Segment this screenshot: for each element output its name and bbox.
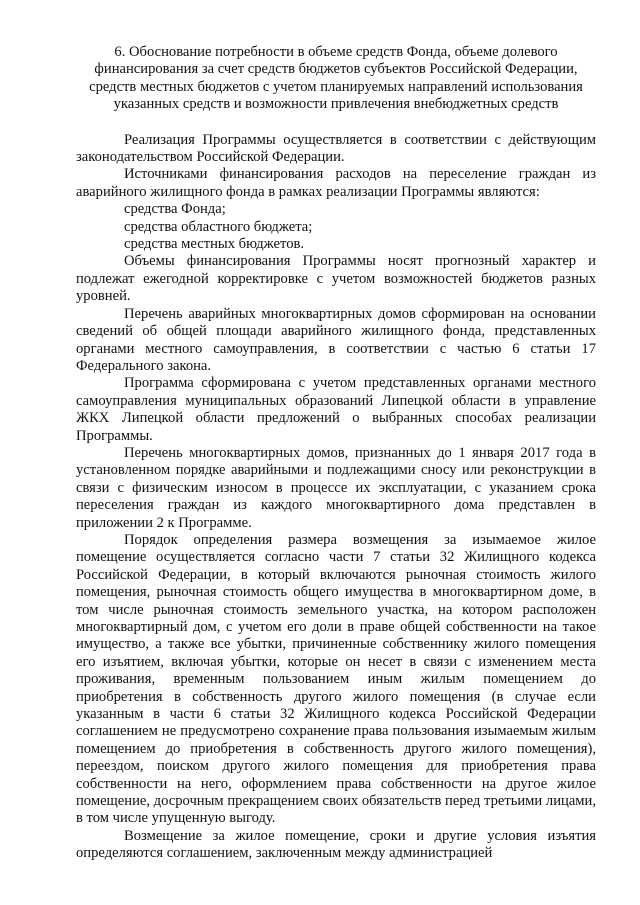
paragraph-funding-volumes: Объемы финансирования Программы носят прогнозный характер и подлежат ежегодной корректировке с учетом возможностей бюджетов разных уровней.: [76, 253, 596, 305]
list-item-fund: средства Фонда;: [124, 201, 226, 218]
list-item-local-budgets: средства местных бюджетов.: [124, 236, 305, 253]
paragraph-legislation: Реализация Программы осуществляется в соответствии с действующим законодательством Российской Федерации.: [76, 131, 596, 166]
paragraph-recognized-houses: Перечень многоквартирных домов, признанных до 1 января 2017 года в установленном порядке аварийными и подлежащими сносу или реконструкции в связи с физическим износом в процессе их эксплуатации, с указанием срока переселения граждан из каждого многоквартирного дома представлен в приложении 2 к Программе.: [76, 444, 596, 531]
list-item-regional-budget: средства областного бюджета;: [124, 218, 313, 235]
section-heading: 6. Обоснование потребности в объеме средств Фонда, объеме долевого финансирования за счет средств бюджетов субъектов Российской Федерации, средств местных бюджетов с учетом планируемых направлений использования указанных средств и возможности привлечения внебюджетных средств: [89, 44, 583, 113]
document-page: [76, 44, 596, 863]
paragraph-funding-sources: Источниками финансирования расходов на переселение граждан из аварийного жилищного фонда в рамках реализации Программы являются:: [76, 166, 596, 200]
paragraph-compensation-terms: Возмещение за жилое помещение, сроки и другие условия изъятия определяются соглашением, заключенным между администрацией: [76, 827, 596, 862]
paragraph-compensation-procedure: Порядок определения размера возмещения за изымаемое жилое помещение осуществляется согласно части 7 статьи 32 Жилищного кодекса Российской Федерации, в который включаются рыночная стоимость жилого помещения, рыночная стоимость общего имущества в многоквартирном доме, в том числе рыночная стоимость земельного участка, на котором расположен многоквартирный дом, с учетом его доли в праве общей собственности на такое имущество, а также все убытки, причиненные собственнику жилого помещения его изъятием, включая убытки, которые он несет в связи с изменением места проживания, временным пользованием иным жилым помещением до приобретения в собственность другого жилого помещения (в случае если указанным в части 6 статьи 32 Жилищного кодекса Российской Федерации соглашением не предусмотрено сохранение права пользования изымаемым жилым помещением до приобретения в собственность другого жилого помещения), переездом, поиском другого жилого помещения для приобретения права собственности на него, оформлением права собственности на другое жилое помещение, досрочным прекращением своих обязательств перед третьими лицами, в том числе упущенную выгоду.: [76, 531, 596, 827]
paragraph-program-formation: Программа сформирована с учетом представленных органами местного самоуправления муниципальных образований Липецкой области в управление ЖКХ Липецкой области предложений о выбранных способах реализации Программы.: [76, 375, 596, 444]
paragraph-house-list: Перечень аварийных многоквартирных домов сформирован на основании сведений об общей площади аварийного жилищного фонда, представленных органами местного самоуправления, в соответствии с частью 6 статьи 17 Федерального закона.: [76, 305, 596, 374]
